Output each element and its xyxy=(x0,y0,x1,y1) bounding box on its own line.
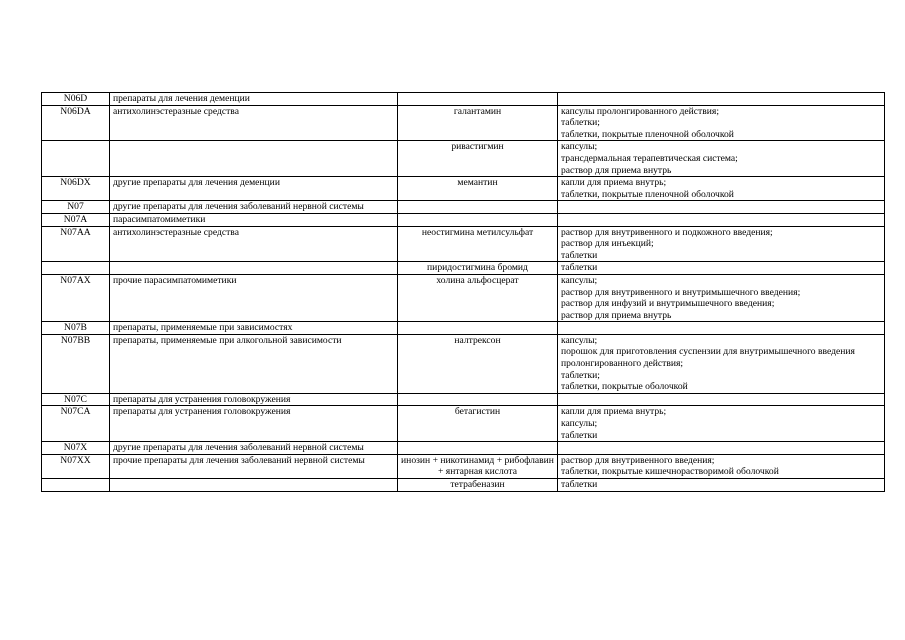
group-name-cell: парасимпатомиметики xyxy=(110,213,398,226)
group-name-cell: антихолинэстеразные средства xyxy=(110,226,398,262)
dosage-forms-cell xyxy=(558,393,885,406)
dosage-forms-cell xyxy=(558,262,885,275)
table-row xyxy=(42,479,885,492)
dosage-form-line: таблетки, покрытые оболочкой xyxy=(561,381,688,393)
table-row xyxy=(42,213,885,226)
atc-code-cell xyxy=(42,262,110,275)
table-row xyxy=(42,226,885,262)
table-row xyxy=(42,442,885,455)
table-body xyxy=(42,93,885,492)
group-name-cell: антихолинэстеразные средства xyxy=(110,105,398,141)
table-row xyxy=(42,93,885,106)
group-name-cell: прочие препараты для лечения заболеваний нервной системы xyxy=(110,454,398,478)
dosage-forms-cell xyxy=(558,226,885,262)
group-name-cell: препараты для устранения головокружения xyxy=(110,406,398,442)
dosage-form-line: капсулы; xyxy=(561,418,598,430)
table-row xyxy=(42,406,885,442)
dosage-form-line: раствор для внутривенного и подкожного введения; xyxy=(561,226,773,238)
dosage-forms-cell xyxy=(558,93,885,106)
group-name-cell: другие препараты для лечения деменции xyxy=(110,177,398,201)
table-row xyxy=(42,105,885,141)
group-name-cell: прочие парасимпатомиметики xyxy=(110,274,398,321)
dosage-forms-cell xyxy=(558,213,885,226)
atc-code-cell: N07XX xyxy=(42,454,110,478)
dosage-form-line: капсулы пролонгированного действия; xyxy=(561,105,719,117)
dosage-form-line: трансдермальная терапевтическая система; xyxy=(561,152,738,164)
group-name-cell: препараты для лечения деменции xyxy=(110,93,398,106)
dosage-form-line: капсулы; xyxy=(561,141,598,153)
dosage-forms-cell xyxy=(558,334,885,393)
atc-code-cell: N06D xyxy=(42,93,110,106)
group-name-cell: другие препараты для лечения заболеваний нервной системы xyxy=(110,201,398,214)
dosage-form-line: таблетки; xyxy=(561,369,600,381)
table-row xyxy=(42,334,885,393)
dosage-forms-cell xyxy=(558,454,885,478)
drug-name-cell xyxy=(398,393,558,406)
dosage-forms-cell xyxy=(558,201,885,214)
dosage-form-line: таблетки, покрытые кишечнорастворимой оболочкой xyxy=(561,466,779,478)
dosage-form-line: таблетки, покрытые пленочной оболочкой xyxy=(561,128,734,140)
dosage-form-line: раствор для приема внутрь xyxy=(561,309,672,321)
drug-name-cell xyxy=(398,213,558,226)
group-name-cell xyxy=(110,141,398,177)
drug-name-cell: тетрабеназин xyxy=(398,479,558,492)
dosage-form-line: раствор для внутривенного и внутримышечного введения; xyxy=(561,286,801,298)
group-name-cell: препараты для устранения головокружения xyxy=(110,393,398,406)
atc-code-cell: N07CA xyxy=(42,406,110,442)
atc-code-cell xyxy=(42,479,110,492)
dosage-form-line: капсулы; xyxy=(561,334,598,346)
dosage-form-line: раствор для инфузий и внутримышечного введения; xyxy=(561,298,775,310)
dosage-form-line: таблетки xyxy=(561,479,598,490)
dosage-forms-cell xyxy=(558,274,885,321)
dosage-form-line: раствор для приема внутрь xyxy=(561,164,672,176)
dosage-forms-cell xyxy=(558,406,885,442)
atc-code-cell: N07BB xyxy=(42,334,110,393)
table-row xyxy=(42,177,885,201)
drug-name-cell xyxy=(398,442,558,455)
dosage-form-line: капсулы; xyxy=(561,274,598,286)
dosage-forms-cell xyxy=(558,177,885,201)
dosage-forms-cell xyxy=(558,141,885,177)
drug-name-cell: инозин + никотинамид + рибофлавин + янтарная кислота xyxy=(398,454,558,478)
drug-name-cell: неостигмина метилсульфат xyxy=(398,226,558,262)
dosage-form-line: капли для приема внутрь; xyxy=(561,406,667,418)
atc-code-cell: N07X xyxy=(42,442,110,455)
dosage-form-line: таблетки xyxy=(561,249,598,261)
drug-name-cell xyxy=(398,322,558,335)
drug-name-cell: пиридостигмина бромид xyxy=(398,262,558,275)
drug-name-cell: бетагистин xyxy=(398,406,558,442)
group-name-cell xyxy=(110,479,398,492)
dosage-forms-cell xyxy=(558,105,885,141)
dosage-form-line: таблетки, покрытые пленочной оболочкой xyxy=(561,188,734,200)
dosage-form-line: таблетки xyxy=(561,429,598,441)
atc-code-cell: N07 xyxy=(42,201,110,214)
drug-name-cell xyxy=(398,93,558,106)
drug-list-table xyxy=(41,92,885,492)
drug-name-cell: холина альфосцерат xyxy=(398,274,558,321)
dosage-form-line: раствор для инъекций; xyxy=(561,238,654,250)
dosage-form-line: раствор для внутривенного введения; xyxy=(561,454,715,466)
dosage-forms-cell xyxy=(558,479,885,492)
group-name-cell: другие препараты для лечения заболеваний нервной системы xyxy=(110,442,398,455)
dosage-form-line: капли для приема внутрь; xyxy=(561,177,667,189)
atc-code-cell: N07C xyxy=(42,393,110,406)
drug-name-cell: ривастигмин xyxy=(398,141,558,177)
dosage-form-line: порошок для приготовления суспензии для внутримышечного введения пролонгированного действия; xyxy=(561,346,855,370)
group-name-cell: препараты, применяемые при алкогольной зависимости xyxy=(110,334,398,393)
table-row xyxy=(42,201,885,214)
atc-code-cell: N07AX xyxy=(42,274,110,321)
table-row xyxy=(42,141,885,177)
drug-name-cell xyxy=(398,201,558,214)
dosage-forms-cell xyxy=(558,322,885,335)
atc-code-cell: N07A xyxy=(42,213,110,226)
dosage-forms-cell xyxy=(558,442,885,455)
table-row xyxy=(42,262,885,275)
drug-name-cell: мемантин xyxy=(398,177,558,201)
drug-name-cell: галантамин xyxy=(398,105,558,141)
atc-code-cell: N07B xyxy=(42,322,110,335)
drug-name-cell: налтрексон xyxy=(398,334,558,393)
dosage-form-line: таблетки; xyxy=(561,117,600,129)
table-row xyxy=(42,393,885,406)
table-row xyxy=(42,322,885,335)
atc-code-cell xyxy=(42,141,110,177)
atc-code-cell: N06DA xyxy=(42,105,110,141)
dosage-form-line: таблетки xyxy=(561,262,598,274)
atc-code-cell: N07AA xyxy=(42,226,110,262)
table-row xyxy=(42,274,885,321)
table-row xyxy=(42,454,885,478)
group-name-cell: препараты, применяемые при зависимостях xyxy=(110,322,398,335)
atc-code-cell: N06DX xyxy=(42,177,110,201)
group-name-cell xyxy=(110,262,398,275)
